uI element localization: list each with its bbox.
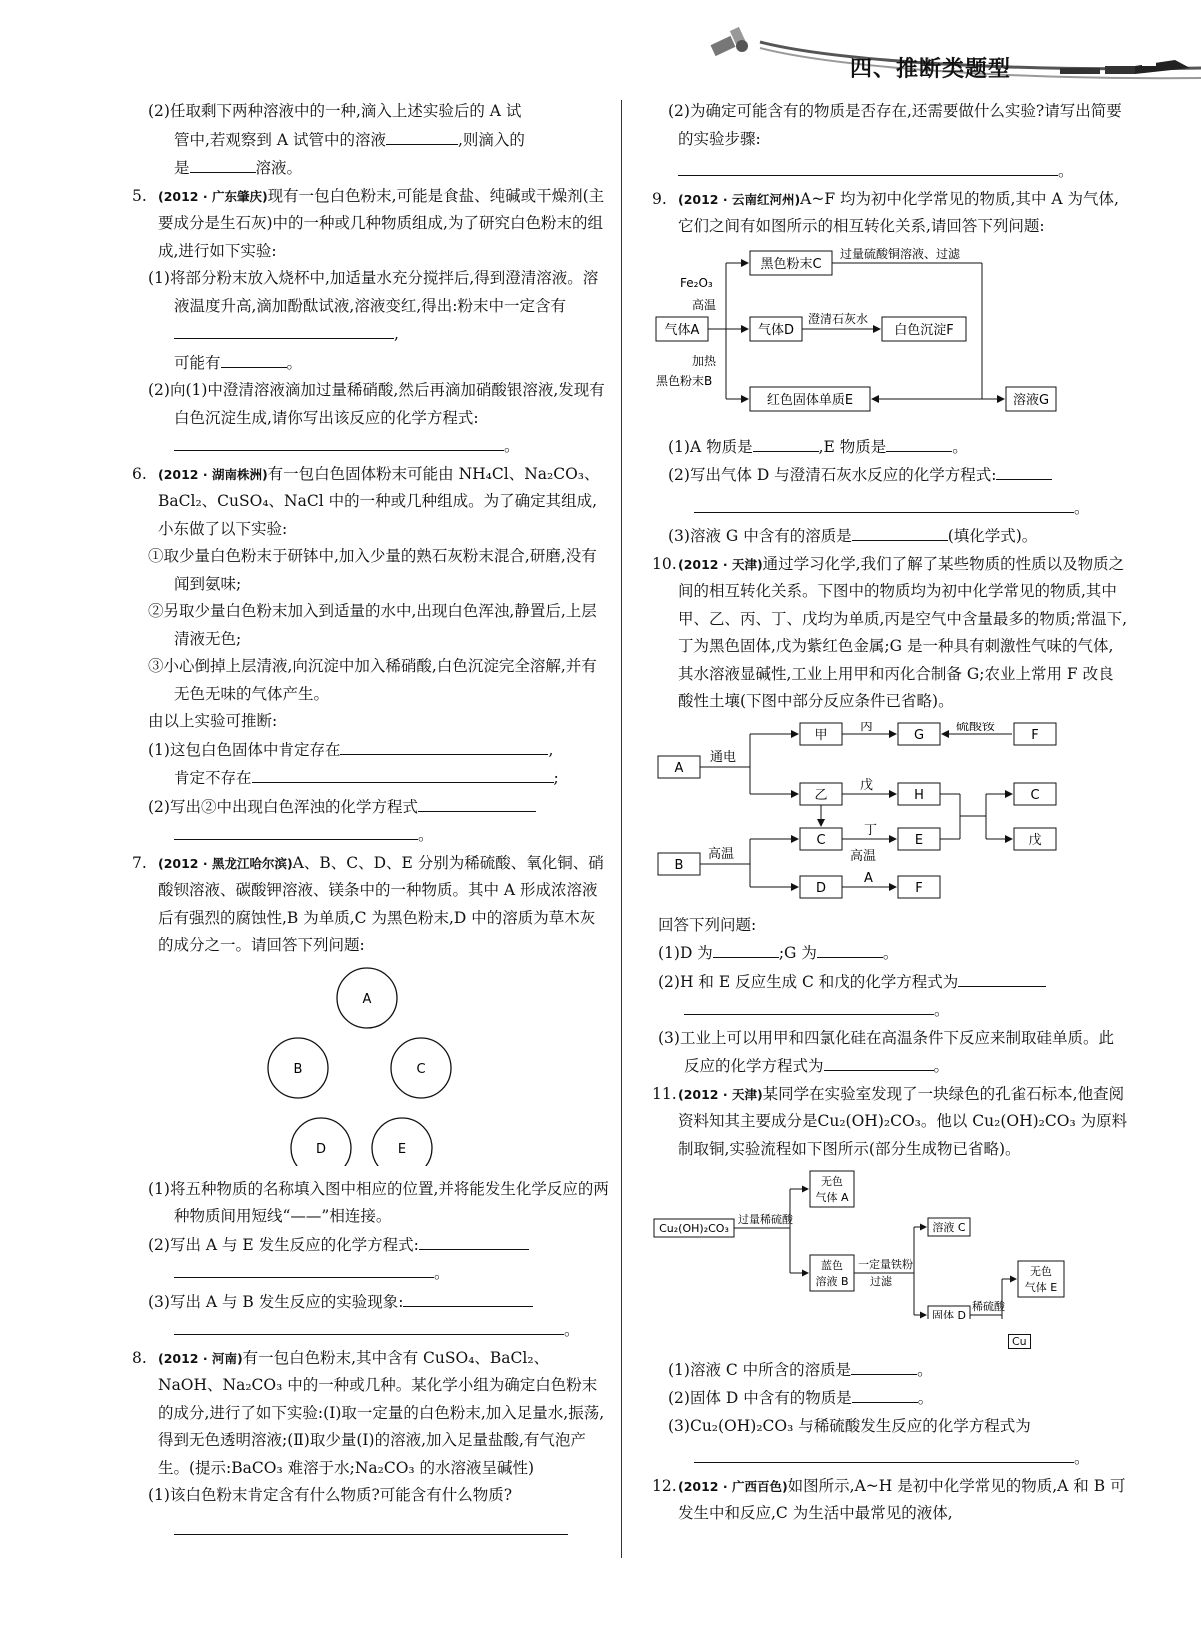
question-4-part2 [132,98,610,183]
svg-text:白色沉淀F: 白色沉淀F [894,322,954,338]
svg-text:黑色粉末C: 黑色粉末C [760,256,822,272]
q10-flow-diagram [652,722,1128,904]
q11-stem: 11.(2012 · 天津)某同学在实验室发现了一块绿色的孔雀石标本,他查阅资料知其主要成分是Cu₂(OH)₂CO₃。他以 Cu₂(OH)₂CO₃ 为原料制取铜,实验流程如下图所示(部分生成物已省略)。 [652,1084,1128,1158]
answer-blank[interactable] [174,432,504,451]
svg-text:气体 A: 气体 A [815,1191,849,1204]
svg-text:无色: 无色 [821,1175,843,1188]
sol-b-box [810,1255,854,1291]
svg-text:高温: 高温 [692,297,717,312]
node-f-bottom [898,876,940,898]
black-c-box [750,251,832,275]
answer-blank[interactable] [958,968,1046,987]
svg-text:C: C [1030,787,1040,803]
q6-step2: ②另取少量白色粉末加入到适量的水中,出现白色浑浊,静置后,上层清液无色; [148,602,597,648]
answer-blank[interactable] [174,1516,568,1535]
svg-text:溶液 C: 溶液 C [932,1221,966,1234]
svg-text:E: E [397,1141,407,1157]
q10-stem: 10.(2012 · 天津)通过学习化学,我们了解了某些物质的性质以及物质之间的相互转化关系。下图中的物质均为初中化学常见的物质,其中甲、乙、丙、丁、戊均为单质,丙是空气中含量最多的物质;常温下,丁为黑色固体,戊为紫红色金属;G 是一种具有刺激性气味的气体,其水溶液显碱性,工业上用甲和丙化合制备 G;农业上常用 F 改良酸性土壤(下图中部分反应条件已省略)。 [652,554,1128,710]
svg-text:固体 D: 固体 D [932,1309,966,1319]
answer-blank[interactable] [996,461,1052,480]
white-f-box [882,317,966,341]
answer-blank[interactable] [713,939,779,958]
answer-blank[interactable] [684,996,934,1015]
section-title: 四、推断类题型 [850,57,1012,82]
answer-blank[interactable] [678,157,1058,176]
q9-part1: (1)A 物质是 ,E 物质是 。 [652,433,1128,462]
svg-text:D: D [815,880,827,896]
question-5 [132,183,610,461]
q8-part1-answer [132,1516,610,1545]
svg-text:乙: 乙 [814,787,828,803]
svg-text:B: B [674,857,684,873]
svg-text:A: A [864,870,873,886]
answer-blank[interactable] [694,494,1074,513]
svg-text:稀硫酸: 稀硫酸 [972,1300,1005,1313]
svg-text:溶液G: 溶液G [1012,392,1050,408]
q6-part1b: 肯定不存在 ; [132,764,610,793]
svg-text:H: H [914,787,924,803]
q10-part1: (1)D 为 ;G 为 。 [652,939,1128,968]
question-12 [652,1473,1128,1528]
cu-box: Cu [1008,1334,1031,1349]
svg-text:过量稀硫酸: 过量稀硫酸 [738,1213,793,1226]
answer-blank[interactable] [753,433,819,452]
answer-blank[interactable] [852,1384,918,1403]
svg-text:高温: 高温 [708,846,735,862]
q4-part2-line2: 管中,若观察到 A 试管中的溶液 ,则滴入的 [132,126,610,155]
q9-stem: 9. (2012 · 云南红河州)A~F 均为初中化学常见的物质,其中 A 为气体,它们之间有如图所示的相互转化关系,请回答下列问题: [652,189,1119,235]
svg-text:硫酸铵: 硫酸铵 [956,721,996,734]
circle-B[interactable] [268,1038,328,1098]
answer-blank[interactable] [340,736,548,755]
q9-part3: (3)溶液 G 中含有的溶质是 (填化学式)。 [652,522,1128,551]
node-a [658,756,700,778]
answer-blank[interactable] [817,939,883,958]
answer-blank[interactable] [851,1356,917,1375]
question-11 [652,1081,1128,1473]
svg-text:A: A [674,760,684,776]
node-e [898,828,940,850]
q8-stem: 8. (2012 · 河南)有一包白色粉末,其中含有 CuSO₄、BaCl₂、NaOH、Na₂CO₃ 中的一种或几种。某化学小组为确定白色粉末的成分,进行了如下实验:(Ⅰ)取一定量的白色粉末,加入足量水,振荡,得到无色透明溶液;(Ⅱ)取少量(Ⅰ)的溶液,加入足量盐酸,有气泡产生。(提示:BaCO₃ 难溶于水;Na₂CO₃ 的水溶液呈碱性) [132,1348,605,1477]
svg-text:C: C [816,832,826,848]
q11-flow-diagram [652,1169,1128,1319]
svg-text:Cu₂(OH)₂CO₃: Cu₂(OH)₂CO₃ [659,1222,729,1235]
svg-text:丙: 丙 [860,721,874,734]
node-f-top [1014,723,1056,745]
node-jia [800,723,842,745]
svg-text:甲: 甲 [814,727,828,743]
q4-part2-line3: 是 溶液。 [132,154,610,183]
question-10 [652,551,1128,1081]
svg-text:A: A [362,991,372,1007]
answer-blank[interactable] [852,522,948,541]
node-yi [800,783,842,805]
svg-text:E: E [914,832,924,848]
q9-flow-diagram [652,247,1128,425]
svg-text:C: C [416,1061,426,1077]
q11-part2: (2)固体 D 中含有的物质是 。 [652,1384,1128,1413]
question-6 [132,461,610,850]
q10-ask: 回答下列问题: [658,915,757,934]
answer-blank[interactable] [824,1052,934,1071]
svg-text:气体 E: 气体 E [1024,1281,1058,1294]
answer-blank[interactable] [419,1231,529,1250]
svg-text:通电: 通电 [710,749,737,765]
svg-text:气体A: 气体A [664,322,700,338]
svg-text:黑色粉末B: 黑色粉末B [656,373,713,388]
answer-blank[interactable] [174,1316,564,1335]
svg-text:F: F [1031,727,1039,743]
q11-cu-line [652,1327,1128,1356]
circle-C[interactable] [391,1038,451,1098]
solid-d-box [928,1306,970,1319]
node-h [898,783,940,805]
q5-part2: (2)向(1)中澄清溶液滴加过量稀硝酸,然后再滴加硝酸银溶液,发现有白色沉淀生成,请你写出该反应的化学方程式:。 [148,381,605,455]
q10-part2: (2)H 和 E 反应生成 C 和戊的化学方程式为 。 [652,968,1128,1025]
header-decoration [0,0,1201,95]
q6-step1: ①取少量白色粉末于研钵中,加入少量的熟石灰粉末混合,研磨,没有闻到氨味; [148,547,597,593]
svg-text:Fe₂O₃: Fe₂O₃ [680,275,713,290]
node-c-right [1014,783,1056,805]
sol-g-box [1006,387,1056,411]
svg-text:澄清石灰水: 澄清石灰水 [808,311,869,326]
left-column [132,98,610,1544]
question-8 [132,1345,610,1545]
q8-part1: (1)该白色粉末肯定含有什么物质?可能含有什么物质? [148,1486,513,1504]
q7-stem: 7. (2012 · 黑龙江哈尔滨)A、B、C、D、E 分别为稀硫酸、氧化铜、硝酸钡溶液、碳酸钾溶液、镁条中的一种物质。其中 A 形成浓溶液后有强烈的腐蚀性,B 为单质,C 为黑色粉末,D 中的溶质为草木灰的成分之一。请回答下列问题: [132,853,604,954]
q5-part1b: 可能有 。 [132,349,610,378]
q7-part1: (1)将五种物质的名称填入图中相应的位置,并将能发生化学反应的两种物质间用短线“——”相连接。 [148,1179,609,1225]
q4-part2-line1: (2)任取剩下两种溶液中的一种,滴入上述实验后的 A 试 [148,102,522,120]
gas-a-box [656,317,708,341]
answer-blank[interactable] [190,154,256,173]
gas-e-box [1018,1261,1064,1297]
question-9 [652,186,1128,551]
svg-text:一定量铁粉: 一定量铁粉 [858,1258,913,1271]
answer-blank[interactable] [418,793,536,812]
node-wu [1014,828,1056,850]
svg-text:加热: 加热 [692,353,717,368]
satellite-icon [710,27,748,56]
right-column [652,98,1128,1528]
svg-text:气体D: 气体D [757,322,795,338]
svg-text:B: B [293,1061,303,1077]
train-icon [1060,60,1190,74]
svg-text:G: G [913,727,925,743]
page-header [0,0,1201,95]
answer-blank[interactable] [694,1444,1074,1463]
answer-blank[interactable] [403,1288,533,1307]
svg-text:丁: 丁 [864,822,878,838]
q11-part3-answer: 。 [652,1444,1128,1473]
q12-stem: 12.(2012 · 广西百色)如图所示,A~H 是初中化学常见的物质,A 和 B 可发生中和反应,C 为生活中最常见的液体, [652,1476,1126,1522]
svg-text:F: F [915,880,923,896]
node-b [658,853,700,875]
answer-blank[interactable] [221,349,287,368]
node-d [800,876,842,898]
q9-part2-answer: 。 [652,494,1128,523]
question-7 [132,850,610,1345]
node-g [898,723,940,745]
q11-part3: (3)Cu₂(OH)₂CO₃ 与稀硫酸发生反应的化学方程式为 [668,1416,1031,1435]
svg-text:戊: 戊 [1028,832,1042,848]
q11-part1: (1)溶液 C 中所含的溶质是 。 [652,1356,1128,1385]
answer-blank[interactable] [174,320,394,339]
q5-part1: (1)将部分粉末放入烧杯中,加适量水充分搅拌后,得到澄清溶液。溶液温度升高,滴加酚酞试液,溶液变红,得出:粉末中一定含有, [148,269,599,343]
answer-blank[interactable] [174,1259,434,1278]
q7-part2: (2)写出 A 与 E 发生反应的化学方程式: 。 [132,1231,610,1288]
start-box [654,1219,734,1237]
svg-text:戊: 戊 [860,777,874,793]
answer-blank[interactable] [886,433,952,452]
circle-D[interactable] [291,1118,351,1166]
column-divider [621,100,622,1558]
answer-blank[interactable] [252,764,554,783]
gas-d-box [750,317,802,341]
svg-text:溶液 B: 溶液 B [815,1275,849,1288]
svg-text:过量硫酸铜溶液、过滤: 过量硫酸铜溶液、过滤 [840,246,961,261]
q6-infer: 由以上实验可推断: [148,712,278,730]
svg-text:红色固体单质E: 红色固体单质E [766,392,854,408]
q6-part2: (2)写出②中出现白色浑浊的化学方程式 。 [132,793,610,850]
svg-text:D: D [315,1141,327,1157]
circle-A[interactable] [337,968,397,1028]
node-c [800,828,842,850]
q8-part2: (2)为确定可能含有的物质是否存在,还需要做什么实验?请写出简要的实验步骤: [668,102,1122,148]
q7-circle-diagram [132,966,610,1166]
gas-a-box [810,1171,854,1207]
svg-text:无色: 无色 [1030,1265,1052,1278]
answer-blank[interactable] [386,126,458,145]
q8-part2-answer: 。 [652,157,1128,186]
svg-text:过滤: 过滤 [870,1275,892,1288]
answer-blank[interactable] [174,821,418,840]
svg-text:高温: 高温 [850,848,877,864]
q7-part3: (3)写出 A 与 B 发生反应的实验现象: 。 [132,1288,610,1345]
red-e-box [750,387,870,411]
circle-E[interactable] [372,1118,432,1166]
q6-step3: ③小心倒掉上层清液,向沉淀中加入稀硝酸,白色沉淀完全溶解,并有无色无味的气体产生。 [148,657,597,703]
q10-part3: (3)工业上可以用甲和四氯化硅在高温条件下反应来制取硅单质。此反应的化学方程式为 。 [658,1028,1114,1075]
q5-stem: 5. (2012 · 广东肇庆)现有一包白色粉末,可能是食盐、纯碱或干燥剂(主要成分是生石灰)中的一种或几种物质组成,为了研究白色粉末的组成,进行如下实验: [132,186,605,260]
q9-part2: (2)写出气体 D 与澄清石灰水反应的化学方程式: [652,461,1128,490]
sol-c-box [928,1218,970,1236]
q6-part1: (1)这包白色固体中肯定存在 , [132,736,610,765]
svg-text:蓝色: 蓝色 [821,1259,843,1272]
q6-stem: 6. (2012 · 湖南株洲)有一包白色固体粉末可能由 NH₄Cl、Na₂CO₃、BaCl₂、CuSO₄、NaCl 中的一种或几种组成。为了确定其组成,小东做了以下实验: [132,464,600,538]
